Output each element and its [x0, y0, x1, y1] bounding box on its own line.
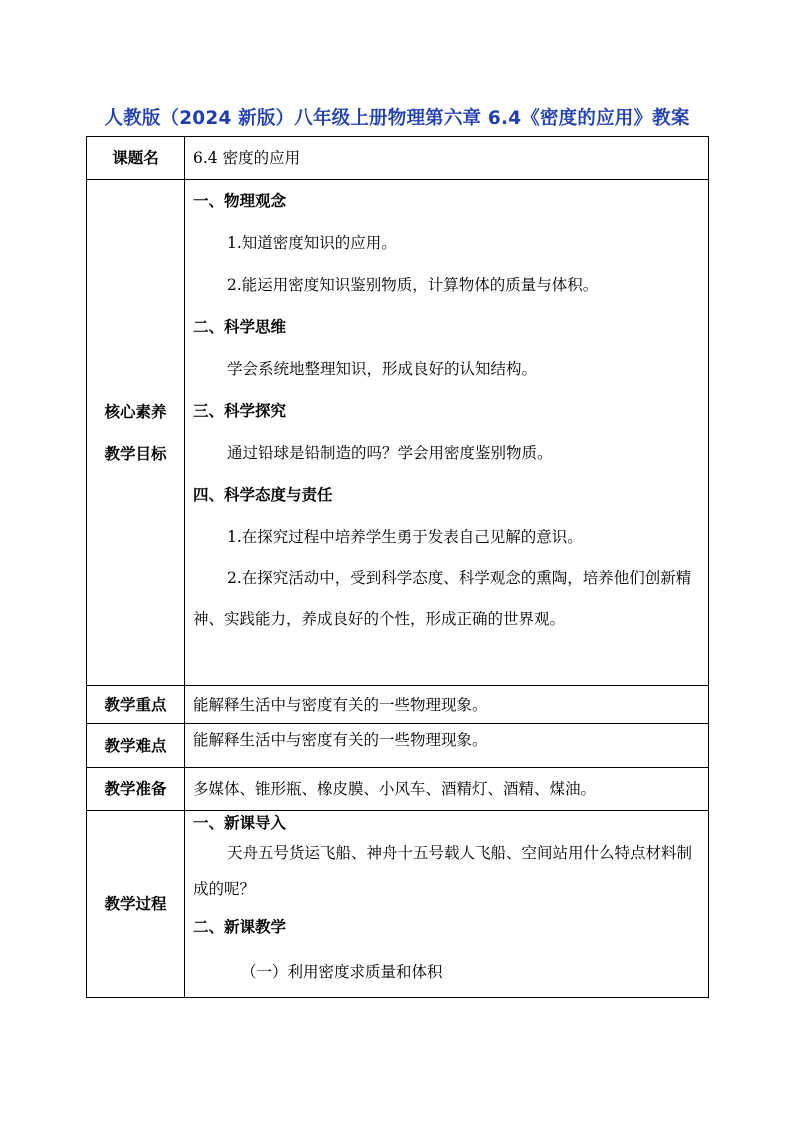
goal-item: 1.在探究过程中培养学生勇于发表自己见解的意识。: [227, 528, 583, 546]
lesson-plan-table: [86, 136, 709, 998]
prep-label: 教学准备: [104, 780, 167, 798]
prep-value: 多媒体、锥形瓶、橡皮膜、小风车、酒精灯、酒精、煤油。: [193, 780, 597, 798]
goal-item: 1.知道密度知识的应用。: [227, 234, 397, 252]
goal-heading-2: 二、科学思维: [193, 318, 287, 336]
goal-heading-4: 四、科学态度与责任: [193, 486, 333, 504]
process-heading-2: 二、新课教学: [193, 918, 287, 936]
difficulty-label-cell: [87, 724, 185, 768]
key-value: 能解释生活中与密度有关的一些物理现象。: [193, 695, 488, 714]
topic-label: 课题名: [112, 149, 159, 167]
goal-item-wrapped: 2.在探究活动中，受到科学态度、科学观念的熏陶，培养他们创新精神、实践能力，养成良好的个性，形成正确的世界观。: [193, 569, 692, 628]
goal-heading-1: 一、物理观念: [193, 192, 287, 210]
goal-item: 通过铅球是铅制造的吗？学会用密度鉴别物质。: [227, 444, 553, 462]
difficulty-value-cell: [185, 724, 709, 768]
difficulty-value: 能解释生活中与密度有关的一些物理现象。: [193, 731, 488, 749]
key-label: 教学重点: [104, 695, 167, 714]
table-row-difficulty: [87, 724, 709, 768]
process-intro-text: 天舟五号货运飞船、神舟十五号载人飞船、空间站用什么特点材料制成的呢？: [193, 844, 693, 898]
page-title: 人教版（2024 新版）八年级上册物理第六章 6.4《密度的应用》教案: [104, 108, 690, 129]
topic-value-cell: [185, 137, 709, 180]
table-row-preparation: [87, 768, 709, 811]
goal-heading-3: 三、科学探究: [193, 402, 287, 420]
prep-label-cell: [87, 768, 185, 811]
process-content-cell: [185, 811, 709, 998]
goals-label-cell: [87, 180, 185, 686]
goal-item: 学会系统地整理知识，形成良好的认知结构。: [227, 360, 538, 378]
key-label-cell: [87, 686, 185, 724]
topic-label-cell: [87, 137, 185, 180]
process-subheading: （一）利用密度求质量和体积: [241, 963, 443, 981]
table-row-goals: [87, 180, 709, 686]
table-row-key-points: [87, 686, 709, 724]
goals-label-line2: 教学目标: [104, 444, 167, 463]
process-heading-1: 一、新课导入: [193, 814, 287, 832]
difficulty-label: 教学难点: [104, 736, 167, 755]
key-value-cell: [185, 686, 709, 724]
process-label: 教学过程: [104, 895, 167, 913]
table-row-process: [87, 811, 709, 998]
process-label-cell: [87, 811, 185, 998]
goals-label-line1: 核心素养: [104, 402, 167, 421]
goals-content-cell: [185, 180, 709, 686]
table-row-topic: [87, 137, 709, 180]
prep-value-cell: [185, 768, 709, 811]
goal-item: 2.能运用密度知识鉴别物质，计算物体的质量与体积。: [227, 276, 599, 294]
topic-value: 6.4 密度的应用: [193, 149, 301, 167]
